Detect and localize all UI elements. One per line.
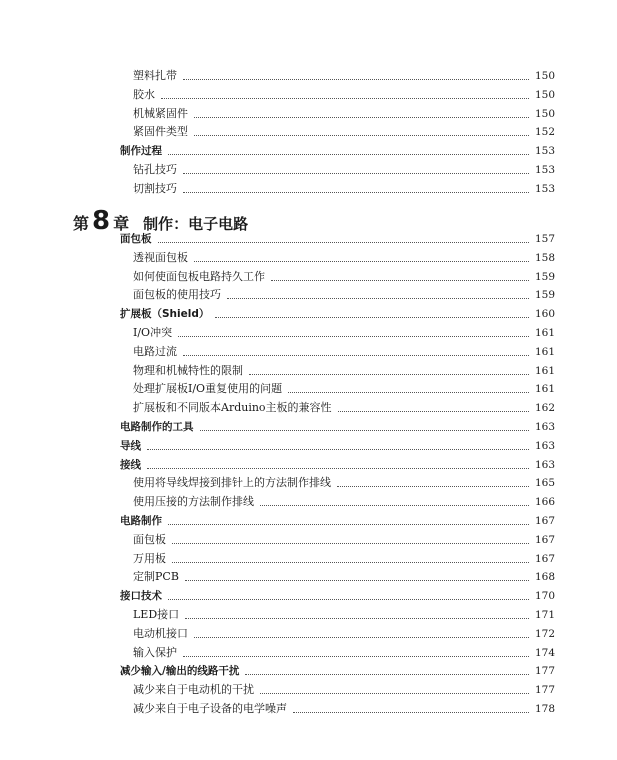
- toc-page-number: 150: [535, 89, 556, 101]
- dot-leader: [183, 654, 529, 657]
- toc-subsection-entry[interactable]: [133, 67, 555, 85]
- dot-leader: [288, 390, 529, 393]
- toc-entry-label: 使用将导线焊接到排针上的方法制作排线: [133, 476, 331, 489]
- toc-section-entry[interactable]: [120, 456, 555, 474]
- toc-page-number: 153: [535, 145, 556, 157]
- dot-leader: [172, 560, 529, 563]
- dot-leader: [227, 296, 529, 299]
- dot-leader: [183, 77, 529, 80]
- toc-subsection-entry[interactable]: [133, 550, 555, 568]
- toc-page-number: 161: [535, 327, 556, 339]
- dot-leader: [168, 522, 529, 525]
- toc-page-number: 170: [535, 590, 556, 602]
- toc-entry-label: 制作过程: [120, 145, 162, 157]
- toc-entry-label: 紧固件类型: [133, 125, 188, 138]
- toc-page-number: 153: [535, 183, 556, 195]
- toc-subsection-entry[interactable]: [133, 644, 555, 662]
- toc-entry-label: I/O冲突: [133, 326, 173, 339]
- toc-page-number: 163: [535, 459, 556, 471]
- toc-subsection-entry[interactable]: [133, 606, 555, 624]
- toc-page-number: 158: [535, 252, 556, 264]
- toc-page-number: 172: [535, 628, 556, 640]
- toc-entry-label: 减少来自于电动机的干扰: [133, 683, 254, 696]
- toc-entry-label: 电路过流: [133, 345, 177, 358]
- toc-section-entry[interactable]: [120, 662, 555, 680]
- dot-leader: [172, 541, 529, 544]
- toc-section-entry[interactable]: [120, 587, 555, 605]
- toc-page-number: 166: [535, 496, 556, 508]
- toc-entry-label: 物理和机械特性的限制: [133, 364, 243, 377]
- toc-section-entry[interactable]: [120, 512, 555, 530]
- dot-leader: [158, 240, 530, 243]
- toc-subsection-entry[interactable]: [133, 161, 555, 179]
- toc-entry-label: 机械紧固件: [133, 107, 188, 120]
- toc-page-number: 161: [535, 383, 556, 395]
- dot-leader: [183, 353, 529, 356]
- toc-entry-label: 万用板: [133, 552, 166, 565]
- dot-leader: [185, 578, 529, 581]
- toc-subsection-entry[interactable]: [133, 249, 555, 267]
- toc-page-number: 177: [535, 684, 556, 696]
- dot-leader: [147, 447, 529, 450]
- dot-leader: [161, 96, 529, 99]
- toc-entry-label: 接线: [120, 459, 141, 471]
- dot-leader: [183, 190, 529, 193]
- toc-subsection-entry[interactable]: [133, 474, 555, 492]
- dot-leader: [147, 466, 529, 469]
- toc-subsection-entry[interactable]: [133, 362, 555, 380]
- toc-subsection-entry[interactable]: [133, 568, 555, 586]
- toc-subsection-entry[interactable]: [133, 399, 555, 417]
- dot-leader: [185, 616, 529, 619]
- toc-subsection-entry[interactable]: [133, 324, 555, 342]
- toc-page-number: 159: [535, 271, 556, 283]
- toc-entry-label: 面包板的使用技巧: [133, 288, 221, 301]
- toc-page-number: 167: [535, 534, 556, 546]
- toc-section-entry[interactable]: [120, 230, 555, 248]
- toc-subsection-entry[interactable]: [133, 681, 555, 699]
- dot-leader: [194, 259, 529, 262]
- toc-page-number: 163: [535, 421, 556, 433]
- toc-section-entry[interactable]: [120, 142, 555, 160]
- toc-page-number: 161: [535, 346, 556, 358]
- toc-page-number: 150: [535, 70, 556, 82]
- toc-section-entry[interactable]: [120, 305, 555, 323]
- toc-entry-label: 定制PCB: [133, 570, 179, 583]
- toc-page-number: 168: [535, 571, 556, 583]
- dot-leader: [194, 133, 529, 136]
- toc-page-number: 160: [535, 308, 556, 320]
- dot-leader: [293, 710, 529, 713]
- dot-leader: [178, 334, 529, 337]
- dot-leader: [260, 503, 529, 506]
- chapter-title: 制作：电子电路: [143, 215, 249, 233]
- toc-entry-label: 接口技术: [120, 590, 162, 602]
- toc-subsection-entry[interactable]: [133, 180, 555, 198]
- toc-page-number: 161: [535, 365, 556, 377]
- toc-page-number: 178: [535, 703, 556, 715]
- toc-page-number: 162: [535, 402, 556, 414]
- toc-entry-label: 切割技巧: [133, 182, 177, 195]
- toc-entry-label: 减少来自于电子设备的电学噪声: [133, 702, 287, 715]
- dot-leader: [215, 315, 529, 318]
- toc-entry-label: 扩展板和不同版本Arduino主板的兼容性: [133, 401, 332, 414]
- toc-entry-label: 塑料扎带: [133, 69, 177, 82]
- dot-leader: [338, 409, 529, 412]
- toc-subsection-entry[interactable]: [133, 105, 555, 123]
- dot-leader: [249, 372, 529, 375]
- toc-page-number: 152: [535, 126, 556, 138]
- toc-entry-label: 透视面包板: [133, 251, 188, 264]
- toc-entry-label: 减少输入/输出的线路干扰: [120, 665, 240, 677]
- toc-page-number: 153: [535, 164, 556, 176]
- toc-entry-label: 面包板: [120, 233, 152, 245]
- toc-subsection-entry[interactable]: [133, 343, 555, 361]
- dot-leader: [168, 152, 529, 155]
- dot-leader: [194, 115, 529, 118]
- toc-subsection-entry[interactable]: [133, 86, 555, 104]
- toc-subsection-entry[interactable]: [133, 268, 555, 286]
- toc-subsection-entry[interactable]: [133, 700, 555, 718]
- toc-entry-label: 处理扩展板I/O重复使用的问题: [133, 382, 283, 395]
- toc-page-number: 165: [535, 477, 556, 489]
- toc-subsection-entry[interactable]: [133, 531, 555, 549]
- toc-entry-label: 电路制作的工具: [120, 421, 194, 433]
- chapter-prefix: 第: [73, 214, 90, 233]
- toc-entry-label: 胶水: [133, 88, 155, 101]
- toc-entry-label: 如何使面包板电路持久工作: [133, 270, 265, 283]
- toc-section-entry[interactable]: [120, 418, 555, 436]
- toc-page-number: 150: [535, 108, 556, 120]
- toc-page-number: 171: [535, 609, 556, 621]
- dot-leader: [245, 672, 529, 675]
- toc-entry-label: 电路制作: [120, 515, 162, 527]
- dot-leader: [183, 171, 529, 174]
- toc-entry-label: 电动机接口: [133, 627, 188, 640]
- dot-leader: [337, 484, 529, 487]
- toc-subsection-entry[interactable]: [133, 625, 555, 643]
- toc-page-number: 167: [535, 553, 556, 565]
- toc-section-entry[interactable]: [120, 437, 555, 455]
- toc-page-number: 163: [535, 440, 556, 452]
- dot-leader: [271, 278, 529, 281]
- toc-entry-label: LED接口: [133, 608, 180, 621]
- toc-subsection-entry[interactable]: [133, 286, 555, 304]
- dot-leader: [194, 635, 529, 638]
- toc-page-number: 174: [535, 647, 556, 659]
- toc-entry-label: 输入保护: [133, 646, 177, 659]
- chapter-number: 8: [92, 206, 111, 236]
- toc-page-number: 157: [535, 233, 556, 245]
- toc-subsection-entry[interactable]: [133, 493, 555, 511]
- toc-entry-label: 导线: [120, 440, 141, 452]
- chapter-suffix: 章: [113, 214, 130, 233]
- toc-page-number: 177: [535, 665, 556, 677]
- toc-entry-label: 面包板: [133, 533, 166, 546]
- dot-leader: [200, 428, 530, 431]
- toc-subsection-entry[interactable]: [133, 123, 555, 141]
- toc-subsection-entry[interactable]: [133, 380, 555, 398]
- toc-page-number: 167: [535, 515, 556, 527]
- dot-leader: [168, 597, 529, 600]
- dot-leader: [260, 691, 529, 694]
- toc-entry-label: 钻孔技巧: [133, 163, 177, 176]
- toc-entry-label: 使用压接的方法制作排线: [133, 495, 254, 508]
- toc-entry-label: 扩展板（Shield）: [120, 308, 210, 320]
- toc-page-number: 159: [535, 289, 556, 301]
